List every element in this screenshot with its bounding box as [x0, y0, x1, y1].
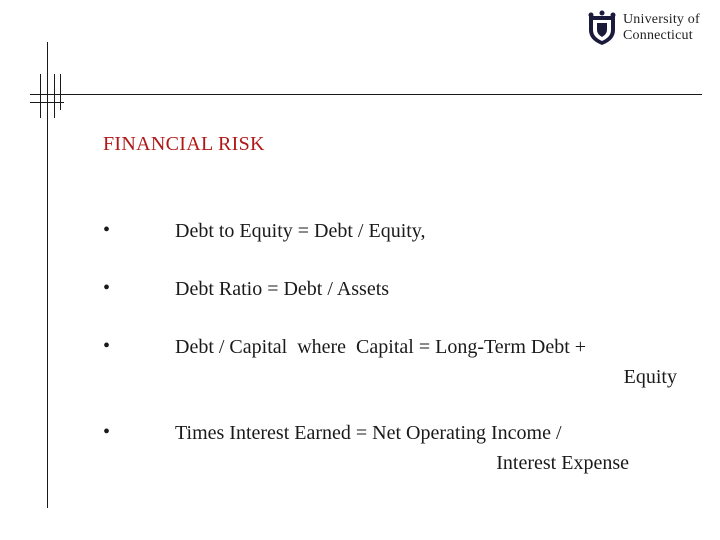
vertical-rule-short-1: [40, 74, 41, 118]
bullet-text-3: [175, 332, 677, 392]
slide-title: FINANCIAL RISK: [103, 133, 265, 155]
bullet-3: •: [103, 335, 111, 357]
bullet-4: •: [103, 421, 111, 443]
university-logo: [585, 10, 705, 48]
bullet-text-4-line-1: Times Interest Earned = Net Operating Income /: [175, 422, 562, 444]
bullet-text-2: [175, 274, 677, 304]
bullet-text-2-line-1: Debt Ratio = Debt / Assets: [175, 278, 390, 300]
bullet-text-4: [175, 418, 677, 478]
bullet-text-3-line-1: Debt / Capital where Capital = Long-Term Debt +: [175, 336, 587, 358]
bullet-text-1-line-1: Debt to Equity = Debt / Equity,: [175, 220, 426, 242]
vertical-rule-short-2: [54, 74, 55, 118]
bullet-2: •: [103, 277, 111, 299]
vertical-rule-short-3: [60, 74, 61, 110]
bullet-1: •: [103, 219, 111, 241]
bullet-text-4-line-2: Interest Expense: [496, 452, 629, 474]
logo-line-2: Connecticut: [623, 28, 693, 43]
university-wordmark: [623, 12, 700, 44]
bullet-text-1: [175, 216, 677, 246]
university-seal-icon: [585, 10, 619, 46]
bullet-text-3-line-2: Equity: [623, 366, 677, 388]
horizontal-rule-main: [30, 94, 702, 95]
vertical-rule-main: [47, 42, 48, 508]
horizontal-rule-short: [30, 102, 64, 103]
logo-line-1: University of: [623, 12, 700, 27]
